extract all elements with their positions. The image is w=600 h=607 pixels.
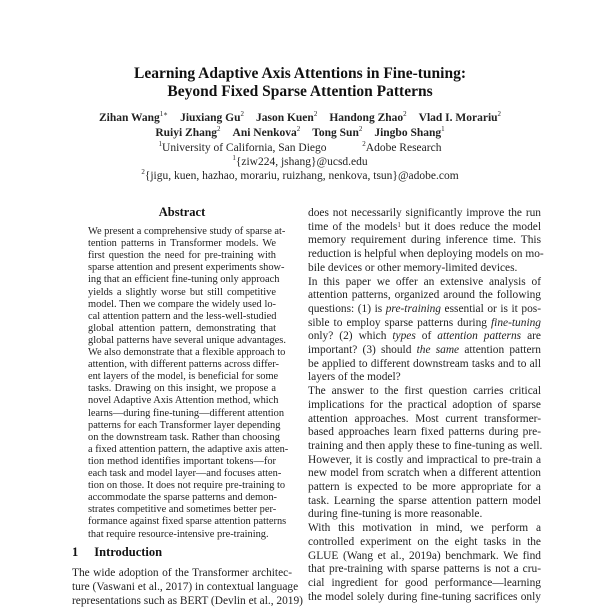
- text-span: be applied to different downstream tasks and to all: [308, 357, 541, 370]
- text-line: [308, 467, 541, 479]
- text-line: first question the need for pre-training with: [88, 250, 276, 262]
- author-affiliation-marker: 2: [403, 110, 407, 118]
- paper-title-line-1: Learning Adaptive Axis Attentions in Fine-tuning:: [133, 65, 466, 82]
- email-line-1: [0, 156, 600, 168]
- text-line: [308, 563, 541, 575]
- text-span: are: [521, 330, 541, 343]
- text-line: [308, 577, 541, 589]
- text-line: [308, 440, 541, 452]
- text-line: [308, 344, 541, 356]
- text-line: ing that an efficient fine-tuning only approach: [88, 274, 280, 286]
- text-line: sparse attention and present experiments show-: [88, 262, 285, 274]
- text-line: [308, 207, 541, 219]
- text-line: novel Adaptive Axis Attention method, which: [88, 395, 279, 407]
- text-span: does not necessarily significantly improve the run: [308, 207, 541, 219]
- text-line: cal attention pattern and the less-well-studied: [88, 310, 277, 322]
- affiliation-marker: 1: [158, 140, 163, 148]
- text-span: With this motivation in mind, we perform a: [308, 522, 541, 535]
- text-span: memory requirement during inference time. This: [308, 234, 541, 247]
- text-line: We also demonstrate that a flexible approach to: [88, 347, 286, 358]
- text-line: [308, 399, 541, 411]
- text-line: [308, 317, 541, 329]
- author-affiliation-marker: 1: [441, 125, 445, 133]
- author: Jason Kuen$^2$: [255, 110, 318, 124]
- text-line: that require resource-intensive pre-training.: [88, 528, 269, 540]
- text-span: attention pattern: [459, 344, 541, 356]
- text-span: reduction is helpful when deploying models on mo-: [308, 248, 544, 261]
- author-affiliation-marker: 1∗: [159, 110, 169, 118]
- text-span: time of the models: [308, 220, 398, 233]
- author-affiliation-marker: 2: [358, 125, 363, 133]
- text-line: global attention pattern, demonstrating that: [88, 322, 276, 334]
- paper-title-line-2: Beyond Fixed Sparse Attention Patterns: [167, 83, 433, 100]
- text-span: cial ingredient for good performance—learning: [308, 576, 541, 589]
- email-adobe: {jigu, kuen, hazhao, morariu, ruizhang, nenkova, tsun}@adobe.com: [144, 170, 459, 182]
- author: Jingbo Shang$^1$: [374, 125, 445, 139]
- text-span: pattern is expected to be more appropriate for a: [308, 481, 541, 493]
- text-span: However, it is costly and impractical to pre-train a: [308, 453, 541, 466]
- affiliation-adobe: Adobe Research: [365, 142, 442, 154]
- text-line: [308, 303, 541, 315]
- text-line: accommodate the sparse patterns and demon-: [88, 492, 277, 504]
- text-line: [308, 276, 541, 288]
- text-span: controlled experiment on the eight tasks in the: [308, 535, 541, 548]
- text-span: attention patterns: [437, 330, 522, 343]
- text-span: during fine-tuning is more reasonable.: [308, 508, 483, 521]
- text-line: [308, 234, 541, 246]
- text-span: questions: (1) is: [308, 302, 386, 315]
- text-line: representations such as BERT (Devlin et al., 2019): [72, 595, 303, 607]
- text-line: [308, 426, 541, 438]
- text-span: types: [392, 330, 416, 343]
- text-line: tion method identifies important tokens—for: [88, 455, 276, 467]
- text-span: task. Learning the sparse attention pattern model: [308, 494, 541, 507]
- text-line: model. Then we compare the widely used lo-: [88, 298, 276, 310]
- text-line: [308, 413, 541, 425]
- section-title: Introduction: [94, 545, 163, 559]
- text-line: learns—during fine-tuning—different attention: [88, 407, 285, 419]
- text-span: The answer to the first question carries critical: [308, 385, 541, 398]
- text-span: only? (2) which: [308, 330, 393, 343]
- text-span: GLUE (Wang et al., 2019a) benchmark. We find: [308, 549, 541, 562]
- text-span: implications for the practical adoption of sparse: [308, 398, 541, 411]
- section-number: 1: [72, 545, 79, 559]
- email-ucsd: {ziw224, jshang}@ucsd.edu: [235, 156, 368, 168]
- text-span: In this paper we offer an extensive analysis of: [308, 275, 541, 288]
- author-affiliation-marker: 2: [217, 125, 221, 133]
- text-span: attention approaches. Most current transformer-: [308, 412, 541, 425]
- text-line: a fixed attention pattern, the adaptive axis atten-: [88, 443, 289, 455]
- text-line: [308, 358, 541, 370]
- affiliations: [0, 142, 600, 154]
- author-affiliation-marker: 2: [240, 110, 244, 118]
- text-line: [308, 536, 541, 548]
- text-span: of: [415, 330, 438, 343]
- footnote-marker: 1: [397, 220, 401, 229]
- text-span: important? (3) should: [308, 344, 417, 356]
- text-line: global patterns have several unique advantages.: [88, 334, 286, 346]
- text-line: tention patterns in Transformer models. We: [88, 238, 276, 250]
- text-span: layers of the model?: [308, 371, 401, 384]
- text-line: [308, 385, 541, 397]
- text-line: tion on those. It does not require pre-training to: [88, 480, 286, 492]
- text-line: attention, with different patterns across differ-: [88, 359, 279, 371]
- text-line: We present a comprehensive study of sparse at-: [88, 226, 286, 237]
- text-line: each task and model layer—and focuses atten-: [88, 468, 282, 479]
- affiliation-ucsd: University of California, San Diego: [162, 142, 327, 154]
- text-line: [308, 591, 541, 603]
- text-span: the model solely during fine-tuning sacrifices only: [308, 590, 541, 603]
- author-line-2: [0, 127, 600, 139]
- text-line: [308, 371, 541, 383]
- text-line: [308, 495, 541, 507]
- text-span: bile devices or other memory-limited devices.: [308, 261, 518, 274]
- text-line: [308, 289, 541, 301]
- text-line: [308, 508, 541, 520]
- author-affiliation-marker: 2: [313, 110, 318, 118]
- text-line: [308, 262, 541, 274]
- author: Zihan Wang$^{1∗}$: [98, 110, 169, 124]
- section-heading-introduction: [72, 545, 162, 560]
- text-line: [308, 330, 541, 342]
- text-span: based approaches learn fixed patterns during pre-: [308, 426, 541, 439]
- text-line: ent layers of the model, is beneficial for some: [88, 371, 279, 383]
- email-line-2: [0, 170, 600, 182]
- author: Tong Sun$^2$: [312, 125, 363, 139]
- text-span: that pre-training with sparse patterns is not a cru-: [308, 563, 541, 576]
- affiliation-marker: 2: [362, 140, 366, 148]
- email-marker: 2: [141, 168, 145, 176]
- author-affiliation-marker: 2: [296, 125, 301, 133]
- text-span: essential or is it pos-: [441, 302, 541, 315]
- author: Jiuxiang Gu$^2$: [180, 110, 244, 124]
- author: Vlad I. Morariu$^2$: [418, 110, 502, 124]
- author-line-1: [0, 112, 600, 124]
- text-line: [308, 454, 541, 466]
- text-line: formance against fixed sparse attention patterns: [88, 516, 287, 528]
- text-span: new model from scratch when a different attention: [308, 467, 541, 480]
- text-span: the same: [416, 344, 460, 356]
- text-span: pre-training: [385, 302, 441, 315]
- text-span: sible to employ sparse patterns during: [308, 316, 492, 329]
- author: Handong Zhao$^2$: [329, 110, 407, 124]
- text-line: strates competitive and sometimes better per-: [88, 504, 277, 516]
- text-line: on the downstream task. Rather than choosing: [88, 431, 280, 443]
- text-span: attention patterns, organized around the following: [308, 289, 541, 302]
- text-span: training and then apply these to fine-tuning as well.: [308, 439, 543, 452]
- text-line: [308, 550, 541, 562]
- text-span: fine-tuning: [491, 316, 541, 329]
- author: Ruiyi Zhang$^2$: [155, 125, 221, 139]
- author: Ani Nenkova$^2$: [232, 125, 301, 139]
- text-line: [308, 248, 544, 261]
- text-line: [308, 481, 541, 493]
- text-line: yields a slightly worse but still competitive: [88, 286, 276, 298]
- text-line: [308, 221, 541, 233]
- email-marker: 1: [232, 154, 236, 162]
- text-line: The wide adoption of the Transformer architec-: [72, 567, 292, 579]
- text-line: ture (Vaswani et al., 2017) in contextual language: [72, 581, 299, 593]
- abstract-heading: Abstract: [158, 205, 206, 219]
- author-affiliation-marker: 2: [497, 110, 502, 118]
- text-line: patterns for each Transformer layer depending: [88, 419, 281, 431]
- text-line: [308, 522, 541, 534]
- text-line: tasks. Drawing on this insight, we propose a: [88, 383, 276, 395]
- text-span: but it does reduce the model: [400, 220, 541, 233]
